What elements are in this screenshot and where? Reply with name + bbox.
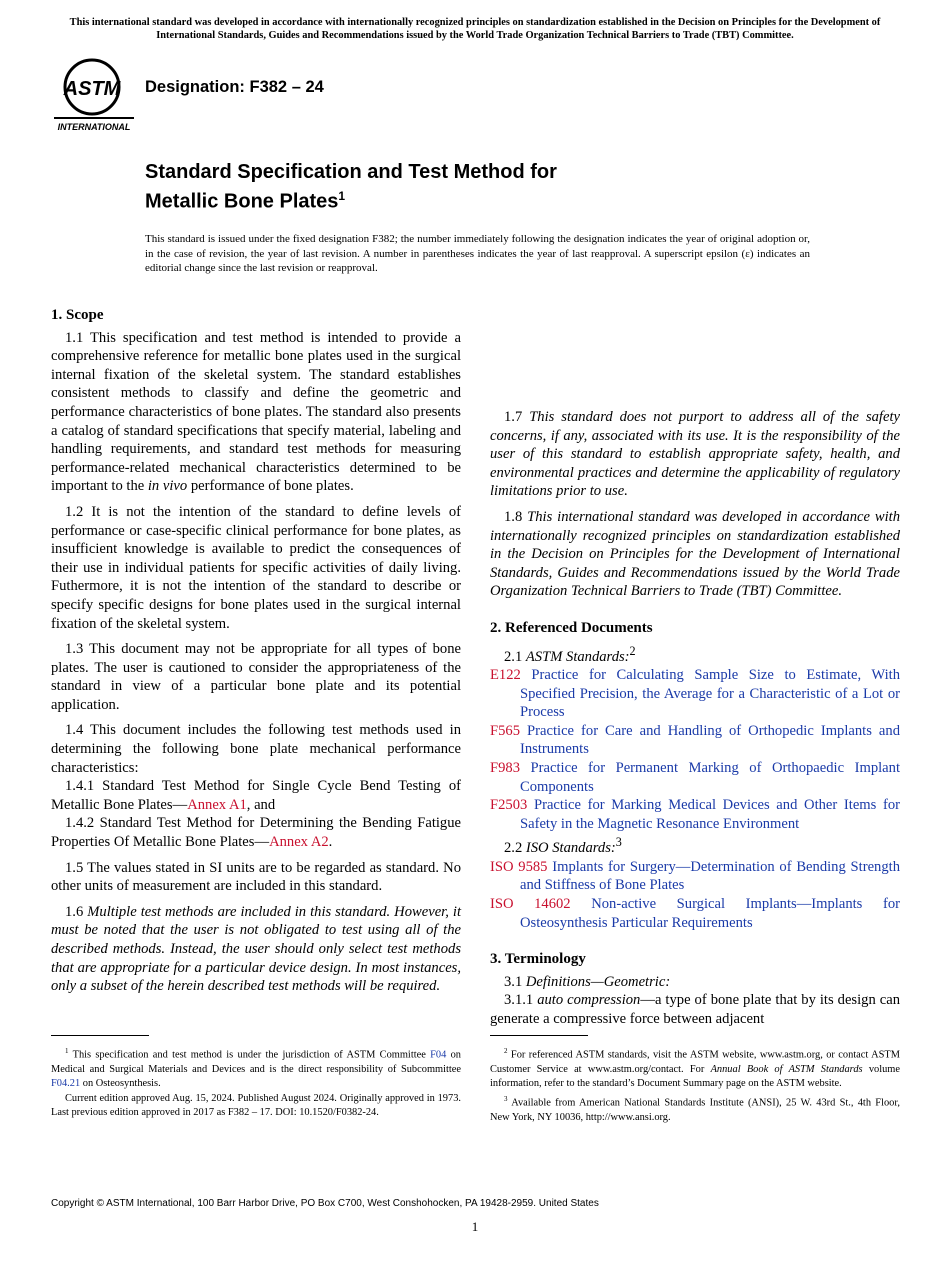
ref-iso-9585[interactable]: ISO 9585 Implants for Surgery—Determination of Bending Strength and Stiffness of Bone Plates [490, 858, 900, 894]
para-2-1: 2.1 ASTM Standards:$^2$ [504, 643, 636, 665]
para-1-5: 1.5 The values stated in SI units are to be regarded as standard. No other units of measurement are included in this standard. [51, 859, 461, 895]
left-column [51, 306, 461, 996]
footnote-3: $^3$ Available from American National Standards Institute (ANSI), 25 W. 43rd St., 4th Floor, New York, NY 10036, http://www.ansi.org. [490, 1094, 900, 1123]
para-1-4-2: 1.4.2 Standard Test Method for Determining the Bending Fatigue Properties Of Metallic Bone Plates—Annex A2. [51, 815, 461, 851]
ref-e122[interactable]: E122 Practice for Calculating Sample Size to Estimate, With Specified Precision, the Average for a Characteristic of a Lot or Process [490, 666, 900, 721]
section-2-heading: 2. Referenced Documents [490, 619, 653, 636]
footnote-rule-right [490, 1035, 588, 1036]
astm-logo [52, 57, 136, 133]
ref-f565[interactable]: F565 Practice for Care and Handling of Orthopedic Implants and Instruments [490, 722, 900, 758]
document-title [145, 160, 557, 214]
logo-mark-text: ASTM [63, 78, 121, 100]
title-footnote-mark[interactable]: 1 [338, 189, 346, 203]
footnote-rule-left [51, 1035, 149, 1036]
page-number: 1 [471, 1219, 479, 1234]
para-1-7: 1.7 This standard does not purport to address all of the safety concerns, if any, associated with its use. It is the responsibility of the user of this standard to establish appropriate safety, health, and environmental practices and determine the applicability of regulatory limitations prior to use. [490, 409, 900, 500]
issuance-note: This standard is issued under the fixed designation F382; the number immediately following the designation indicates the year of original adoption or, in the case of revision, the year of last revision. A number in parentheses indicates the year of last reapproval. A superscript epsilon (ε) indicates an editorial change since the last revision or reapproval. [145, 233, 810, 275]
edition-note: Current edition approved Aug. 15, 2024. Published August 2024. Originally approved in 1973. Last previous edition approved in 2017 as F382 – 17. DOI: 10.1520/F0382-24. [51, 1092, 461, 1119]
para-2-2: 2.2 ISO Standards:$^3$ [504, 835, 622, 857]
title-line-2-text: Metallic Bone Plates [145, 190, 339, 213]
annex-a1-link[interactable]: Annex A1 [187, 796, 247, 813]
ref-iso-14602[interactable]: ISO 14602 Non-active Surgical Implants—Implants for Osteosynthesis Particular Requirements [490, 895, 900, 931]
para-1-6: 1.6 Multiple test methods are included in this standard. However, it must be noted that the user is not obligated to test using all of the described methods. Instead, the user should only select test methods that are appropriate for a particular device design. In most instances, only a subset of the herein described test methods will be required. [51, 903, 462, 995]
para-1-4: 1.4 This document includes the following test methods used in determining the following bone plate mechanical performance characteristics: [51, 722, 461, 776]
footnote-3-mark[interactable]: 3 [615, 835, 622, 850]
footnote-1: $^1$ This specification and test method is under the jurisdiction of ASTM Committee F04 on Medical and Surgical Materials and Devices and is the direct responsibility of Subcommittee F04.21 on Osteosynthesis. [51, 1047, 461, 1090]
para-1-8: 1.8 This international standard was developed in accordance with internationally recognized principles on standardization established in the Decision on Principles for the Development of International Standards, Guides and Recommendations issued by the World Trade Organization Technical Barriers to Trade (TBT) Committee. [490, 508, 901, 600]
footnote-2-mark[interactable]: 2 [629, 643, 636, 658]
wto-banner: This international standard was developed in accordance with internationally recognized principles on standardization established in the Decision on Principles for the Development of International Standards, Guides and Recommendations issued by the World Trade Organization Technical Barriers to Trade (TBT) Committee. [69, 17, 881, 41]
ref-f2503[interactable]: F2503 Practice for Marking Medical Devices and Other Items for Safety in the Magnetic Resonance Environment [490, 797, 900, 832]
para-1-1: 1.1 This specification and test method is intended to provide a comprehensive reference for metallic bone plates used in the surgical internal fixation of the skeletal system. The standard establishes consistent methods to classify and define the geometric and performance characteristics of bone plates. The standard also presents a catalog of standard specifications that specify material, labeling and handling requirements, and standard test methods for measuring performance-related mechanical characteristics determined to be important to the in vivo performance of bone plates. [51, 329, 461, 495]
committee-f04-link[interactable]: F04 [430, 1049, 447, 1061]
astm-logo-icon [52, 57, 136, 133]
footnotes-left [51, 1044, 461, 1121]
section-3-heading: 3. Terminology [490, 951, 586, 968]
para-1-3: 1.3 This document may not be appropriate for all types of bone plates. The user is cautioned to consider the appropriateness of the standard in view of a particular bone plate and its potential application. [51, 641, 461, 713]
subcommittee-f04-21-link[interactable]: F04.21 [51, 1078, 81, 1090]
ref-f983[interactable]: F983 Practice for Permanent Marking of Orthopaedic Implant Components [490, 759, 901, 795]
para-1-4-1: 1.4.1 Standard Test Method for Single Cycle Bend Testing of Metallic Bone Plates—Annex A1, and [51, 778, 461, 813]
title-line-2 [145, 184, 557, 214]
right-column [490, 306, 900, 1029]
title-line-1: Standard Specification and Test Method for [145, 161, 557, 183]
annex-a2-link[interactable]: Annex A2 [269, 834, 329, 851]
footnote-2: $^2$ For referenced ASTM standards, visit the ASTM website, www.astm.org, or contact ASTM Customer Service at www.astm.org/contact. For Annual Book of ASTM Standards volume information, refer to the standard’s Document Summary page on the ASTM website. [490, 1047, 900, 1090]
para-3-1-1: 3.1.1 auto compression—a type of bone plate that by its design can generate a compressive force between adjacent [490, 992, 900, 1027]
copyright-line: Copyright © ASTM International, 100 Barr Harbor Drive, PO Box C700, West Conshohocken, PA 19428-2959. United States [51, 1198, 599, 1209]
logo-caption: INTERNATIONAL [57, 122, 131, 132]
para-3-1: 3.1 Definitions—Geometric: [504, 973, 671, 990]
designation: Designation: F382 – 24 [145, 78, 324, 96]
footnotes-right [490, 1044, 900, 1125]
para-1-2: 1.2 It is not the intention of the standard to define levels of performance or case-specific clinical performance for bone plates, as insufficient knowledge is available to predict the consequences of their use in individual patients for specific activities of daily living. Futhermore, it is not the intention of the standard to describe or specify specific designs for bone plates used in the surgical internal fixation of the skeletal system. [51, 503, 461, 632]
section-1-heading: 1. Scope [51, 307, 104, 323]
